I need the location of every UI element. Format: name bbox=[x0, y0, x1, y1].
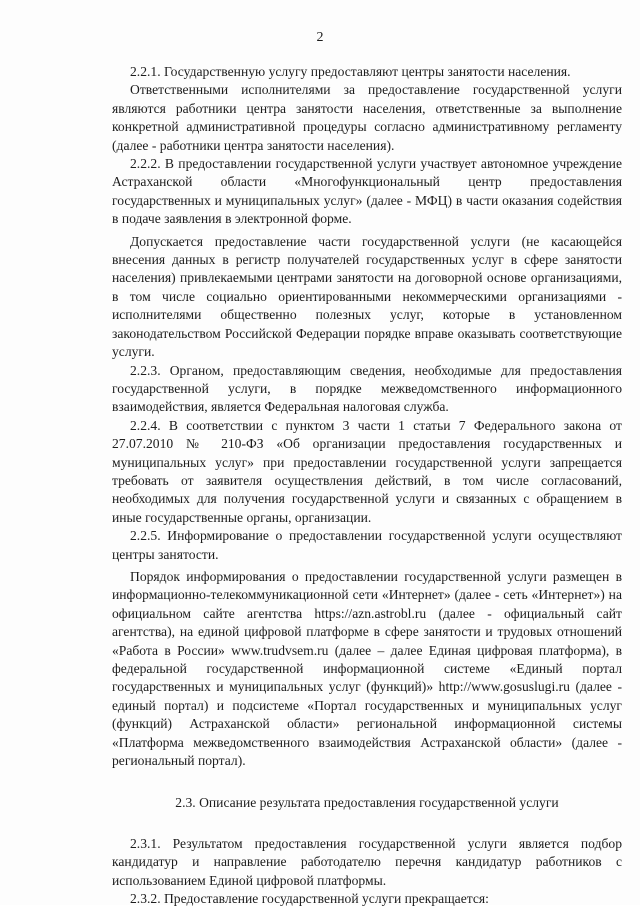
paragraph-2-2-2: 2.2.2. В предоставлении государственной услуги участвует автономное учреждение Астраханской области «Многофункциональный центр предоставления государственных и муниципальных услуг» (далее - МФЦ) в части оказания содействия в подаче заявления в электронной форме. bbox=[112, 156, 622, 227]
section-heading-2-3: 2.3. Описание результата предоставления государственной услуги bbox=[175, 795, 559, 811]
document-body bbox=[112, 63, 622, 908]
paragraph-2-3-2: 2.3.2. Предоставление государственной услуги прекращается: bbox=[130, 891, 489, 907]
page-number: 2 bbox=[316, 30, 324, 45]
paragraph-partial-service: Допускается предоставление части государственной услуги (не касающейся внесения данных в регистр получателей государственных услуг в сфере занятости населения) привлекаемыми центрами занятости на договорной основе организациями, в том числе социально ориентированными некоммерческими организациями - исполнителями общественно полезных услуг, которые в установленном законодательством Российской Федерации порядке вправе оказывать соответствующие услуги. bbox=[112, 233, 622, 360]
paragraph-2-2-4: 2.2.4. В соответствии с пунктом 3 части 1 статьи 7 Федерального закона от 27.07.2010 № 210-ФЗ «Об организации предоставления государственных и муниципальных услуг» при предоставлении государственной услуги запрещается требовать от заявителя осуществления действий, в том числе согласований, необходимых для получения государственной услуги и связанных с обращением в иные государственные органы, организации. bbox=[112, 417, 622, 525]
paragraph-2-2-5: 2.2.5. Информирование о предоставлении государственной услуги осуществляют центры занятости. bbox=[112, 528, 622, 562]
paragraph-responsible-executors: Ответственными исполнителями за предоставление государственной услуги являются работники центра занятости населения, ответственные за выполнение конкретной административной процедуры согласно административному регламенту (далее - работники центра занятости населения). bbox=[112, 82, 622, 153]
paragraph-information-procedure: Порядок информирования о предоставлении государственной услуги размещен в информационно-телекоммуникационной сети «Интернет» (далее - сеть «Интернет») на официальном сайте агентства https://azn.astrobl.ru (далее - официальный сайт агентства), на единой цифровой платформе в сфере занятости и трудовых отношений «Работа в России» www.trudvsem.ru (далее – далее Единая цифровая платформа), в федеральной государственной информационной системе «Единый портал государственных и муниципальных услуг (функций)» http://www.gosuslugi.ru (далее - единый портал) и подсистеме «Портал государственных и муниципальных услуг (функций) Астраханской области» региональной информационной системы «Платформа межведомственного взаимодействия Астраханской области» (далее - региональный портал). bbox=[112, 568, 622, 769]
paragraph-2-3-1: 2.3.1. Результатом предоставления государственной услуги является подбор кандидатур и направление работодателю перечня кандидатур работников с использованием Единой цифровой платформы. bbox=[112, 835, 622, 888]
paragraph-2-2-1: 2.2.1. Государственную услугу предоставляют центры занятости населения. bbox=[130, 64, 571, 79]
paragraph-2-2-3: 2.2.3. Органом, предоставляющим сведения, необходимые для предоставления государственной услуги, в порядке межведомственного информационного взаимодействия, является Федеральная налоговая служба. bbox=[112, 362, 622, 415]
